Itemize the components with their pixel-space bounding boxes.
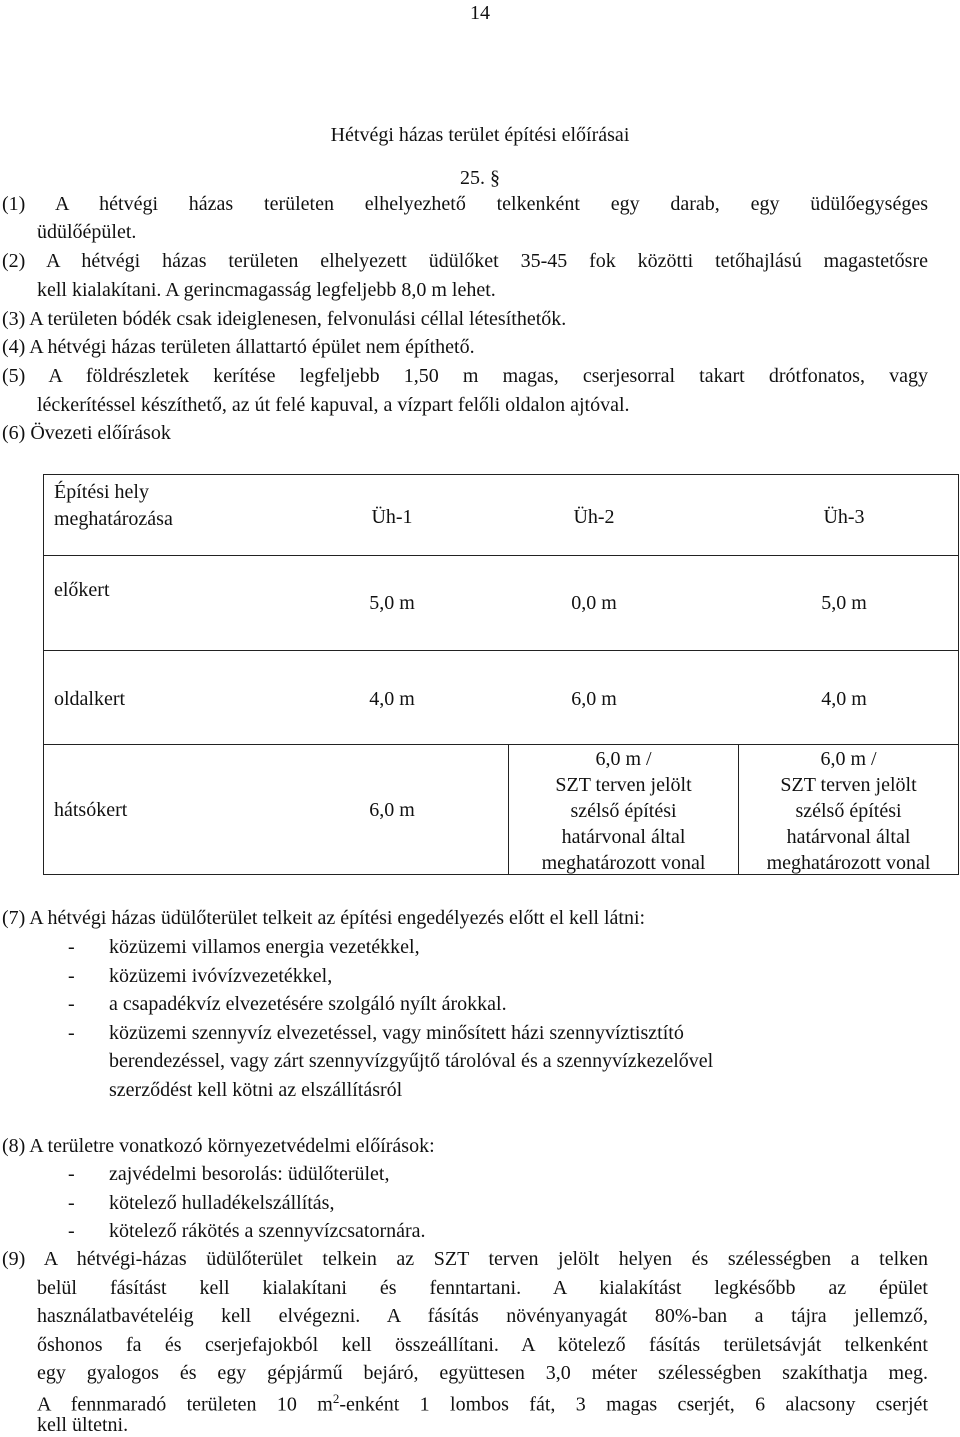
list-item-continuation: berendezéssel, vagy zárt szennyvízgyűjtő tárolóval és a szennyvízkezelővel <box>109 1050 714 1072</box>
list-item: a csapadékvíz elvezetésére szolgáló nyílt árokkal. <box>109 993 507 1015</box>
row-label-hatsokert: hátsókert <box>54 799 128 821</box>
table-cell: 6,0 m <box>571 688 617 710</box>
list-item: kötelező hulladékelszállítás, <box>109 1192 335 1214</box>
header-label-line-2: meghatározása <box>54 508 173 530</box>
table-cell: 0,0 m <box>571 592 617 614</box>
cell-line: meghatározott vonal <box>541 852 706 874</box>
zone-regulations-table <box>43 474 959 875</box>
paragraph-4: (4) A hétvégi házas területen állattartó épület nem építhető. <box>2 336 475 358</box>
cell-line: SZT terven jelölt <box>780 774 917 796</box>
paragraph-9-line-4: őshonos fa és cserjefajokból kell összeállítani. A kötelező fásítás területsávját telkenként <box>37 1334 928 1356</box>
section-title: Hétvégi házas terület építési előírásai <box>330 124 630 146</box>
list-item: kötelező rákötés a szennyvízcsatornára. <box>109 1220 426 1242</box>
paragraph-8-intro: (8) A területre vonatkozó környezetvédelmi előírások: <box>2 1135 435 1157</box>
list-item: közüzemi szennyvíz elvezetéssel, vagy minősített házi szennyvíztisztító <box>109 1022 684 1044</box>
table-cell: 6,0 m <box>369 799 415 821</box>
cell-line: 6,0 m / <box>595 748 652 770</box>
cell-line: határvonal által <box>561 826 686 848</box>
paragraph-9-line-1: (9) A hétvégi-házas üdülőterület telkein az SZT terven jelölt helyen és szélességben a telken <box>2 1248 928 1270</box>
header-label-line-1: Építési hely <box>54 481 149 503</box>
row-label-oldalkert: oldalkert <box>54 688 126 710</box>
list-bullet: - <box>68 1192 75 1214</box>
column-header-uh2: Üh-2 <box>573 506 615 528</box>
paragraph-6: (6) Övezeti előírások <box>2 422 171 444</box>
paragraph-2-line-2: kell kialakítani. A gerincmagasság legfeljebb 8,0 m lehet. <box>37 279 496 301</box>
cell-line: meghatározott vonal <box>766 852 931 874</box>
list-bullet: - <box>68 1163 75 1185</box>
list-bullet: - <box>68 1022 75 1044</box>
paragraph-9-line-7: kell ültetni. <box>37 1414 129 1436</box>
paragraph-9-line-6 <box>37 1391 928 1417</box>
cell-line: 6,0 m / <box>820 748 877 770</box>
paragraph-1-line-1: (1) A hétvégi házas területen elhelyezhető telkenként egy darab, egy üdülőegységes <box>2 193 928 215</box>
text-fragment: A fennmaradó területen 10 m <box>37 1393 333 1416</box>
section-number: 25. § <box>460 167 500 189</box>
page-number: 14 <box>470 2 490 24</box>
table-row <box>44 650 958 745</box>
column-header-uh1: Üh-1 <box>371 506 413 528</box>
paragraph-5-line-2: léckerítéssel készíthető, az út felé kapuval, a vízpart felőli oldalon ajtóval. <box>37 394 630 416</box>
text-fragment: -enként 1 lombos fát, 3 magas cserjét, 6 alacsony cserjét <box>339 1393 928 1416</box>
cell-line: szélső építési <box>570 800 677 822</box>
table-cell: 5,0 m <box>821 592 867 614</box>
row-label-elokert: előkert <box>54 579 110 601</box>
table-row <box>44 555 958 651</box>
column-header-uh3: Üh-3 <box>823 506 865 528</box>
paragraph-3: (3) A területen bódék csak ideiglenesen, felvonulási céllal létesíthetők. <box>2 308 567 330</box>
cell-line: határvonal által <box>786 826 911 848</box>
paragraph-7-intro: (7) A hétvégi házas üdülőterület telkeit az építési engedélyezés előtt el kell látni: <box>2 907 646 929</box>
paragraph-1-line-2: üdülőépület. <box>37 221 137 243</box>
cell-line: szélső építési <box>795 800 902 822</box>
list-item: zajvédelmi besorolás: üdülőterület, <box>109 1163 390 1185</box>
paragraph-2-line-1: (2) A hétvégi házas területen elhelyezett üdülőket 35-45 fok közötti tetőhajlású magastetősre <box>2 250 928 272</box>
paragraph-9-line-3: használatbavételéig kell elvégezni. A fásítás növényanyagát 80%-ban a tájra jellemző, <box>37 1305 928 1327</box>
list-item-continuation: szerződést kell kötni az elszállításról <box>109 1079 403 1101</box>
table-cell-multiline <box>739 746 958 876</box>
superscript: 2 <box>332 1391 340 1406</box>
paragraph-5-line-1: (5) A földrészletek kerítése legfeljebb 1,50 m magas, cserjesorral takart drótfonatos, vagy <box>2 365 928 387</box>
list-bullet: - <box>68 965 75 987</box>
list-bullet: - <box>68 993 75 1015</box>
table-cell-multiline <box>509 746 738 876</box>
table-header-label <box>54 479 173 533</box>
table-cell: 5,0 m <box>369 592 415 614</box>
list-bullet: - <box>68 936 75 958</box>
cell-line: SZT terven jelölt <box>555 774 692 796</box>
table-cell: 4,0 m <box>369 688 415 710</box>
list-item: közüzemi villamos energia vezetékkel, <box>109 936 420 958</box>
paragraph-9-line-2: belül fásítást kell kialakítani és fenntartani. A kialakítást legkésőbb az épület <box>37 1277 928 1299</box>
table-header-row <box>44 475 958 556</box>
list-bullet: - <box>68 1220 75 1242</box>
table-row <box>44 744 958 874</box>
table-cell: 4,0 m <box>821 688 867 710</box>
paragraph-9-line-5: egy gyalogos és egy gépjármű bejáró, együttesen 3,0 méter szélességben szakíthatja meg. <box>37 1362 928 1384</box>
list-item: közüzemi ivóvízvezetékkel, <box>109 965 333 987</box>
